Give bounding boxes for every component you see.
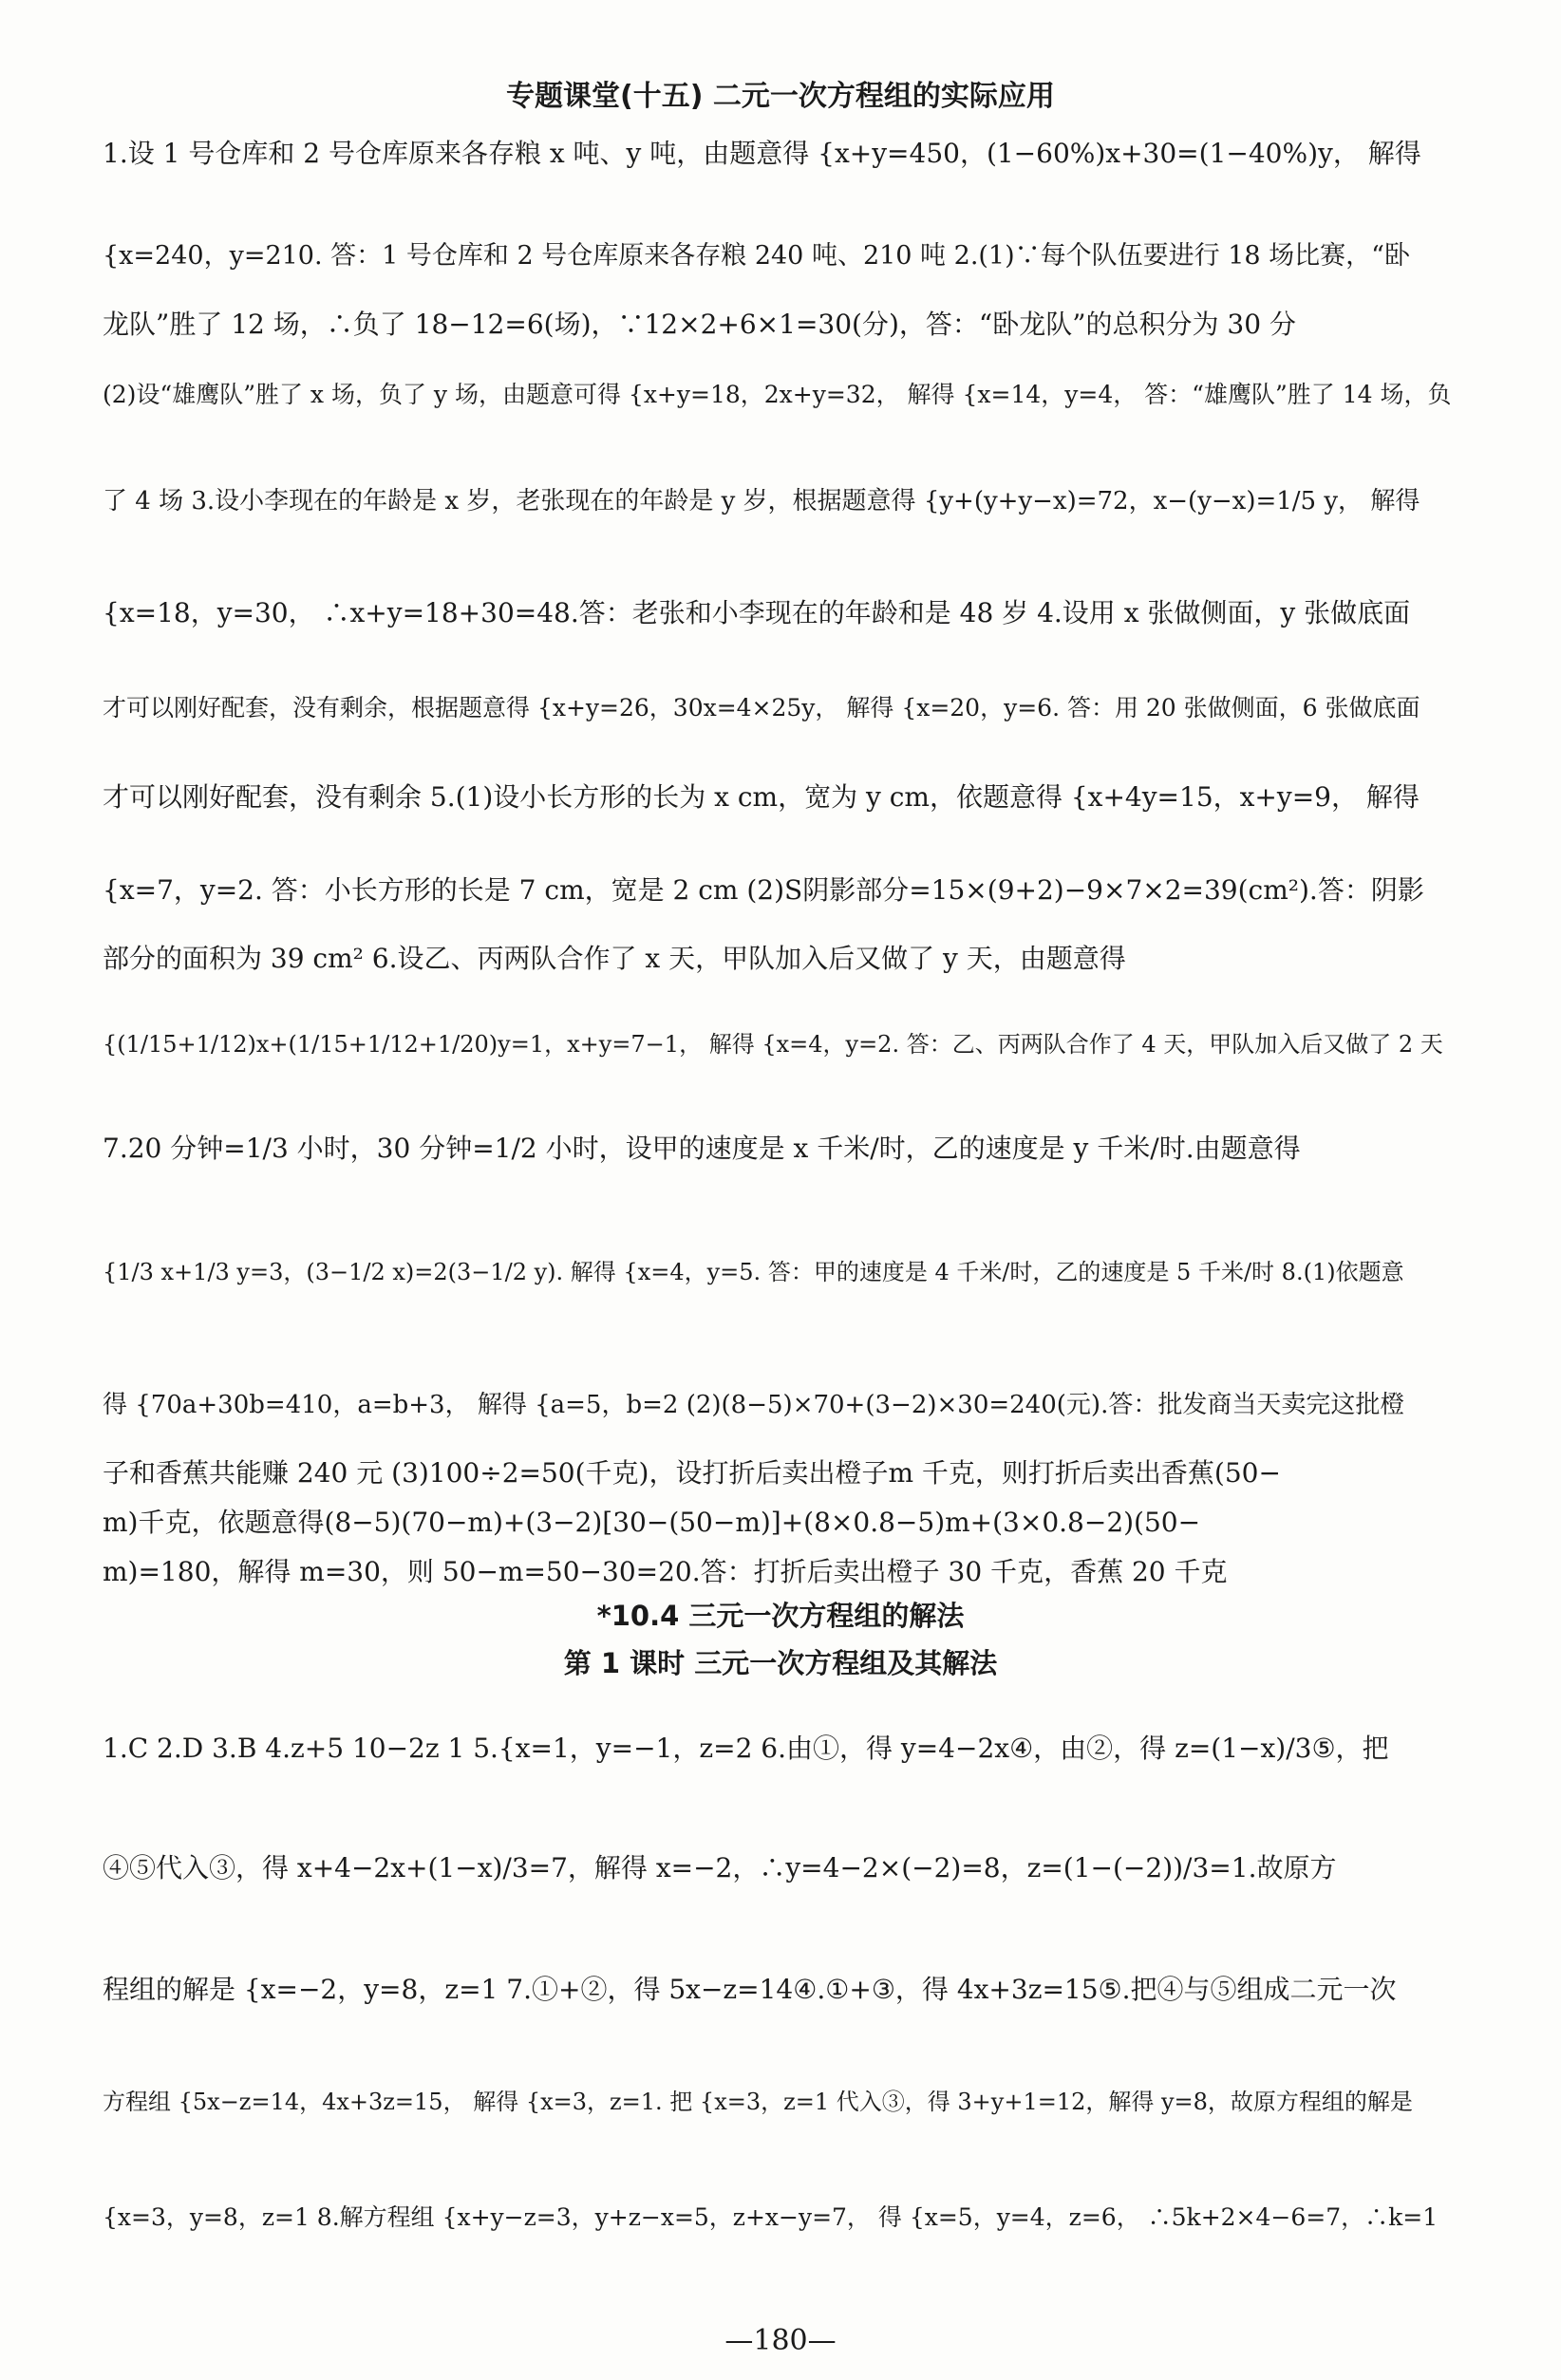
answer-line: 7.20 分钟=1/3 小时，30 分钟=1/2 小时，设甲的速度是 x 千米/时，乙的速度是 y 千米/时.由题意得 bbox=[103, 1133, 1301, 1164]
section-title: 专题课堂(十五) 二元一次方程组的实际应用 bbox=[506, 80, 1055, 113]
answer-line: m)=180，解得 m=30，则 50−m=50−30=20.答：打折后卖出橙子 30 千克，香蕉 20 千克 bbox=[103, 1556, 1228, 1587]
answer-line: 才可以刚好配套，没有剩余 5.(1)设小长方形的长为 x cm，宽为 y cm，依题意得 {x+4y=15，x+y=9， 解得 bbox=[103, 781, 1420, 813]
answer-line: ④⑤代入③，得 x+4−2x+(1−x)/3=7，解得 x=−2，∴y=4−2×(−2)=8，z=(1−(−2))/3=1.故原方 bbox=[103, 1852, 1337, 1883]
section-heading: *10.4 三元一次方程组的解法 bbox=[596, 1600, 965, 1632]
answer-line: 程组的解是 {x=−2，y=8，z=1 7.①+②，得 5x−z=14④.①+③，得 4x+3z=15⑤.把④与⑤组成二元一次 bbox=[103, 1974, 1397, 2005]
answer-line: 了 4 场 3.设小李现在的年龄是 x 岁，老张现在的年龄是 y 岁，根据题意得 {y+(y+y−x)=72，x−(y−x)=1/5 y， 解得 bbox=[103, 487, 1420, 515]
answer-line: (2)设“雄鹰队”胜了 x 场，负了 y 场，由题意可得 {x+y=18，2x+y=32， 解得 {x=14，y=4， 答：“雄鹰队”胜了 14 场，负 bbox=[103, 381, 1452, 408]
answer-line: 部分的面积为 39 cm² 6.设乙、丙两队合作了 x 天，甲队加入后又做了 y 天，由题意得 bbox=[103, 943, 1126, 974]
answer-line: {x=240，y=210. 答：1 号仓库和 2 号仓库原来各存粮 240 吨、210 吨 2.(1)∵每个队伍要进行 18 场比赛，“卧 bbox=[103, 241, 1410, 271]
answer-line: {x=18，y=30， ∴x+y=18+30=48.答：老张和小李现在的年龄和是 48 岁 4.设用 x 张做侧面，y 张做底面 bbox=[103, 597, 1411, 628]
answer-line: 才可以刚好配套，没有剩余，根据题意得 {x+y=26，30x=4×25y， 解得 {x=20，y=6. 答：用 20 张做侧面，6 张做底面 bbox=[103, 694, 1420, 721]
page-number: —180— bbox=[724, 2324, 837, 2357]
answer-line: 子和香蕉共能赚 240 元 (3)100÷2=50(千克)，设打折后卖出橙子m 千克，则打折后卖出香蕉(50− bbox=[103, 1457, 1281, 1489]
answer-line: {x=7，y=2. 答：小长方形的长是 7 cm，宽是 2 cm (2)S阴影部分=15×(9+2)−9×7×2=39(cm²).答：阴影 bbox=[103, 874, 1424, 906]
answer-line: 龙队”胜了 12 场，∴负了 18−12=6(场)，∵12×2+6×1=30(分)，答：“卧龙队”的总积分为 30 分 bbox=[103, 309, 1296, 340]
answer-line: 方程组 {5x−z=14，4x+3z=15， 解得 {x=3，z=1. 把 {x=3，z=1 代入③，得 3+y+1=12，解得 y=8，故原方程组的解是 bbox=[103, 2089, 1413, 2115]
answer-line: 得 {70a+30b=410，a=b+3， 解得 {a=5，b=2 (2)(8−5)×70+(3−2)×30=240(元).答：批发商当天卖完这批橙 bbox=[103, 1391, 1405, 1419]
answer-line: {x=3，y=8，z=1 8.解方程组 {x+y−z=3，y+z−x=5，z+x−y=7， 得 {x=5，y=4，z=6， ∴5k+2×4−6=7，∴k=1 bbox=[103, 2203, 1439, 2231]
answer-line: {(1/15+1/12)x+(1/15+1/12+1/20)y=1，x+y=7−1， 解得 {x=4，y=2. 答：乙、丙两队合作了 4 天，甲队加入后又做了 2 天 bbox=[103, 1031, 1443, 1058]
answer-line: 1.设 1 号仓库和 2 号仓库原来各存粮 x 吨、y 吨，由题意得 {x+y=450，(1−60%)x+30=(1−40%)y， 解得 bbox=[103, 138, 1421, 169]
answer-line: m)千克，依题意得(8−5)(70−m)+(3−2)[30−(50−m)]+(8×0.8−5)m+(3×0.8−2)(50− bbox=[103, 1507, 1201, 1538]
answer-line: 1.C 2.D 3.B 4.z+5 10−2z 1 5.{x=1，y=−1，z=2 6.由①，得 y=4−2x④，由②，得 z=(1−x)/3⑤，把 bbox=[103, 1733, 1389, 1764]
answer-line: {1/3 x+1/3 y=3，(3−1/2 x)=2(3−1/2 y). 解得 {x=4，y=5. 答：甲的速度是 4 千米/时，乙的速度是 5 千米/时 8.(1)依题意 bbox=[103, 1259, 1404, 1285]
lesson-heading: 第 1 课时 三元一次方程组及其解法 bbox=[563, 1647, 998, 1679]
